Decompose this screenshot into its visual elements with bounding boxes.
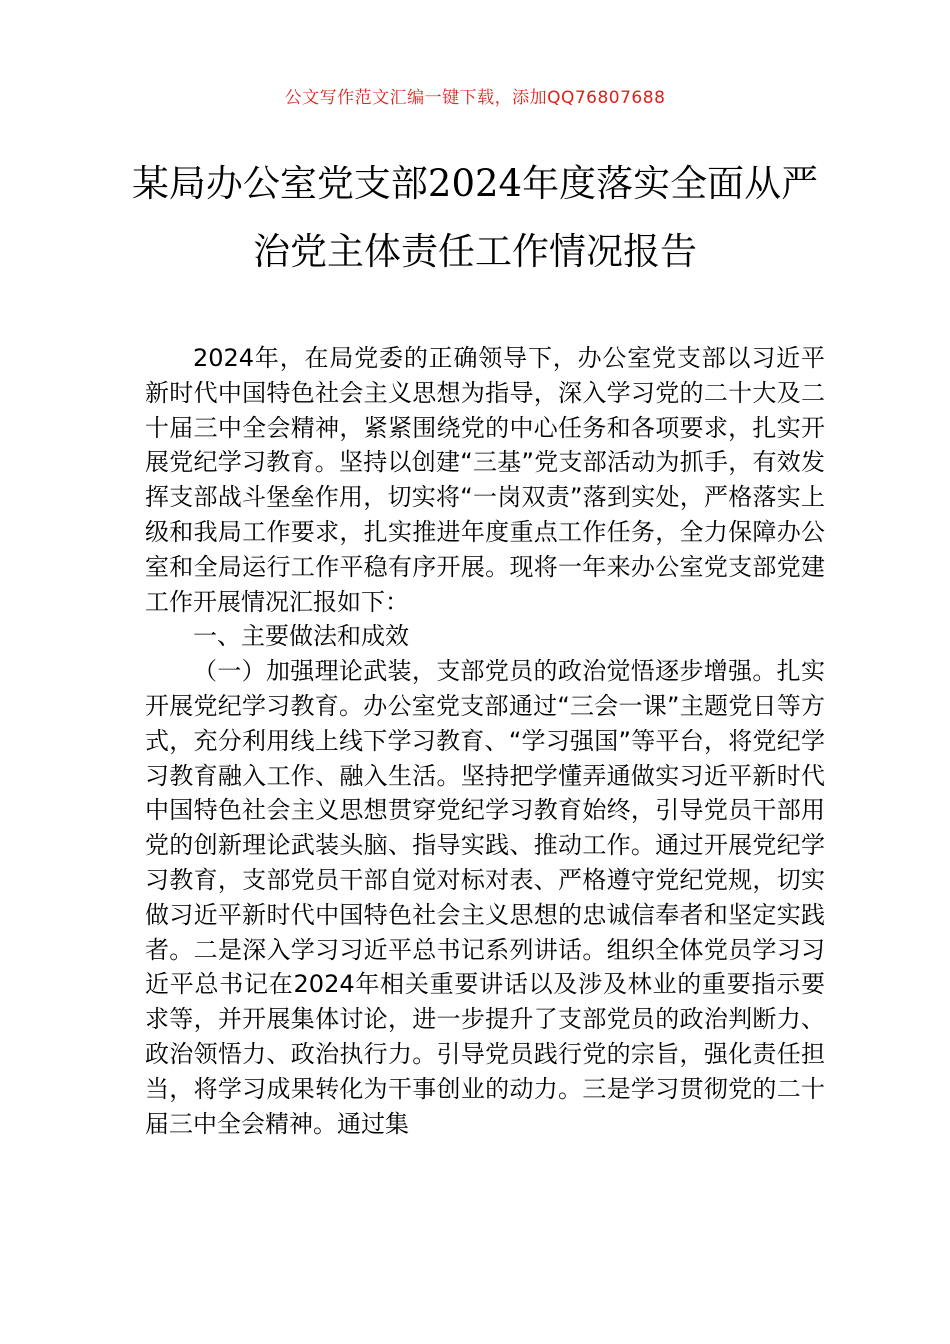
document-body xyxy=(145,341,825,1141)
title-line-2: 治党主体责任工作情况报告 xyxy=(253,230,697,273)
section-heading-1: 一、主要做法和成效 xyxy=(193,622,409,651)
subsection-paragraph-1: （一）加强理论武装，支部党员的政治觉悟逐步增强。扎实开展党纪学习教育。办公室党支部通过“三会一课”主题党日等方式，充分利用线上线下学习教育、“学习强国”等平台，将党纪学习教育融入工作、融入生活。坚持把学懂弄通做实习近平新时代中国特色社会主义思想贯穿党纪学习教育始终，引导党员干部用党的创新理论武装头脑、指导实践、推动工作。通过开展党纪学习教育，支部党员干部自觉对标对表、严格遵守党纪党规，切实做习近平新时代中国特色社会主义思想的忠诚信奉者和坚定实践者。二是深入学习习近平总书记系列讲话。组织全体党员学习习近平总书记在2024年相关重要讲话以及涉及林业的重要指示要求等，并开展集体讨论，进一步提升了支部党员的政治判断力、政治领悟力、政治执行力。引导党员践行党的宗旨，强化责任担当，将学习成果转化为干事创业的动力。三是学习贯彻党的二十届三中全会精神。通过集 xyxy=(145,657,825,1138)
document-title xyxy=(60,150,890,286)
download-promo-note: 公文写作范文汇编一键下载，添加QQ76807688 xyxy=(284,88,666,108)
title-line-1: 某局办公室党支部2024年度落实全面从严 xyxy=(131,162,819,205)
intro-paragraph: 2024年，在局党委的正确领导下，办公室党支部以习近平新时代中国特色社会主义思想为指导，深入学习党的二十大及二十届三中全会精神，紧紧围绕党的中心任务和各项要求，扎实开展党纪学习教育。坚持以创建“三基”党支部活动为抓手，有效发挥支部战斗堡垒作用，切实将“一岗双责”落到实处，严格落实上级和我局工作要求，扎实推进年度重点工作任务，全力保障办公室和全局运行工作平稳有序开展。现将一年来办公室党支部党建工作开展情况汇报如下： xyxy=(145,344,825,616)
